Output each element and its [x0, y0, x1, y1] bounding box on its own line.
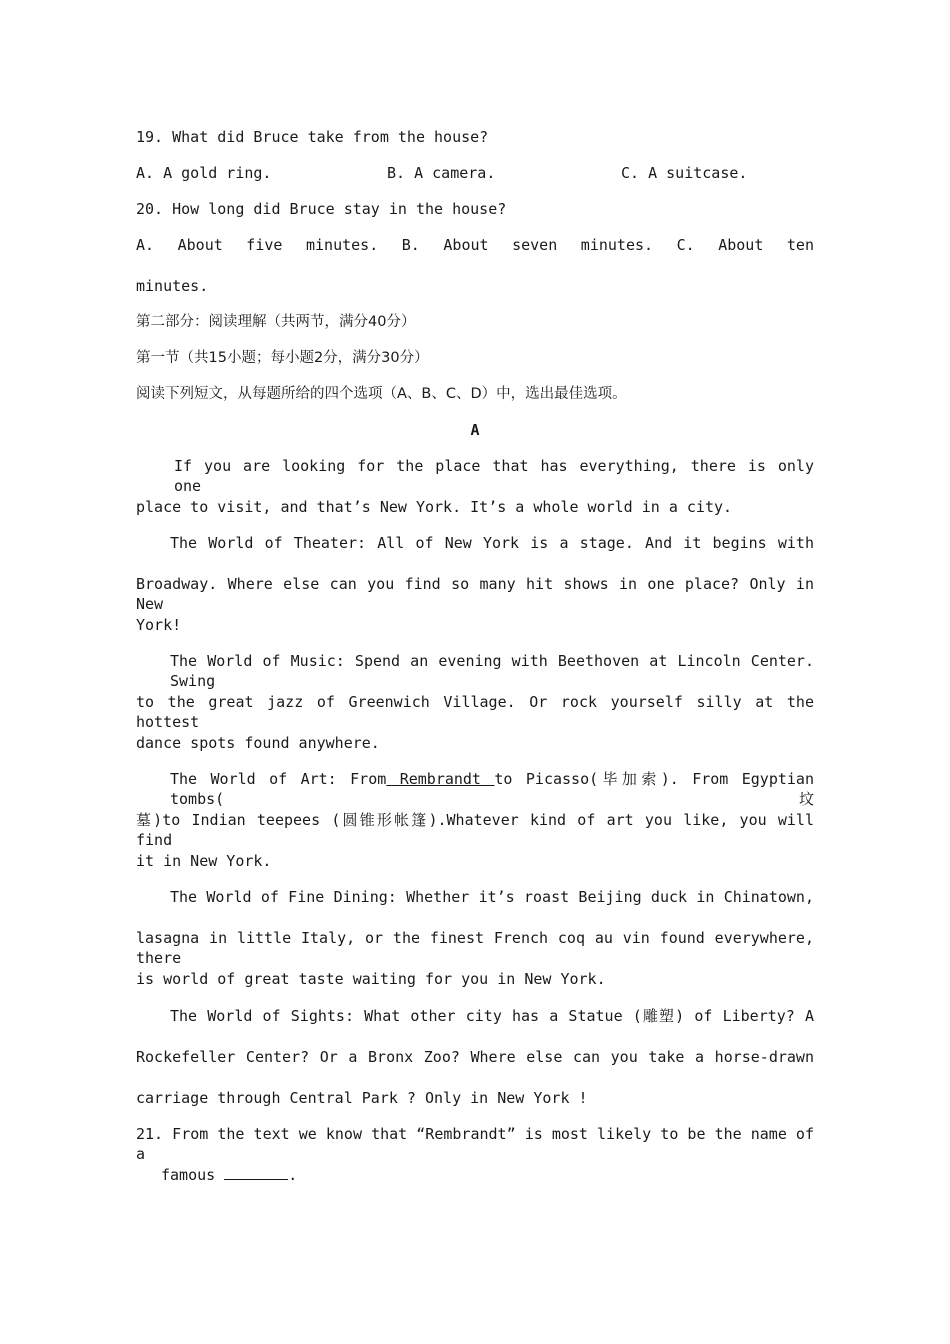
rembrandt-underlined: Rembrandt	[386, 770, 495, 788]
paragraph-4-pre: The World of Art: From	[170, 770, 387, 788]
q20-options: A. About five minutes. B. About seven minutes. C. About ten	[136, 236, 814, 254]
paragraph-1-line-1: If you are looking for the place that has everything, there is only one	[174, 457, 814, 495]
q21-stem: 21. From the text we know that “Rembrandt” is most likely to be the name of a	[136, 1125, 814, 1163]
paragraph-5-line-2: lasagna in little Italy, or the finest French coq au vin found everywhere, there	[136, 929, 814, 967]
section-part2-heading: 第二部分：阅读理解（共两节，满分40分）	[136, 314, 416, 330]
q19-option-c: C. A suitcase.	[621, 164, 748, 182]
paragraph-3-line-3: dance spots found anywhere.	[136, 734, 380, 752]
paragraph-5-line-1: The World of Fine Dining: Whether it’s roast Beijing duck in Chinatown,	[170, 888, 814, 906]
paragraph-1-line-2: place to visit, and that’s New York. It’s a whole world in a city.	[136, 498, 733, 516]
q21-stem-cont	[161, 1165, 297, 1185]
q19-option-b: B. A camera.	[387, 164, 496, 182]
q19-stem: 19. What did Bruce take from the house?	[136, 128, 489, 146]
passage-title: A	[470, 421, 480, 439]
q21-pre: famous	[161, 1166, 225, 1184]
paragraph-4-line-1	[170, 769, 814, 809]
q20-options-cont: minutes.	[136, 277, 209, 295]
paragraph-4-post: to Picasso(毕加索). From Egyptian tombs(坟	[170, 770, 814, 808]
answer-blank	[224, 1165, 288, 1180]
paragraph-2-line-1: The World of Theater: All of New York is a stage. And it begins with	[170, 534, 814, 552]
section-1-heading: 第一节（共15小题；每小题2分，满分30分）	[136, 350, 429, 366]
paragraph-6-line-1: The World of Sights: What other city has a Statue (雕塑) of Liberty? A	[170, 1007, 814, 1025]
paragraph-4-line-3: it in New York.	[136, 852, 272, 870]
reading-instruction: 阅读下列短文，从每题所给的四个选项（A、B、C、D）中，选出最佳选项。	[136, 386, 627, 402]
paragraph-4-line-2: 墓)to Indian teepees (圆锥形帐篷).Whatever kind of art you like, you will find	[136, 811, 814, 849]
q19-option-a: A. A gold ring.	[136, 164, 272, 182]
q20-stem: 20. How long did Bruce stay in the house?	[136, 200, 507, 218]
paragraph-5-line-3: is world of great taste waiting for you in New York.	[136, 970, 606, 988]
paragraph-6-line-3: carriage through Central Park ? Only in New York !	[136, 1089, 588, 1107]
paragraph-3-line-2: to the great jazz of Greenwich Village. Or rock yourself silly at the hottest	[136, 693, 814, 731]
paragraph-3-line-1: The World of Music: Spend an evening with Beethoven at Lincoln Center. Swing	[170, 652, 814, 690]
q21-post: .	[288, 1166, 298, 1184]
paragraph-2-line-3: York!	[136, 616, 182, 634]
paragraph-2-line-2: Broadway. Where else can you find so many hit shows in one place? Only in New	[136, 575, 814, 613]
paragraph-6-line-2: Rockefeller Center? Or a Bronx Zoo? Where else can you take a horse-drawn	[136, 1048, 814, 1066]
